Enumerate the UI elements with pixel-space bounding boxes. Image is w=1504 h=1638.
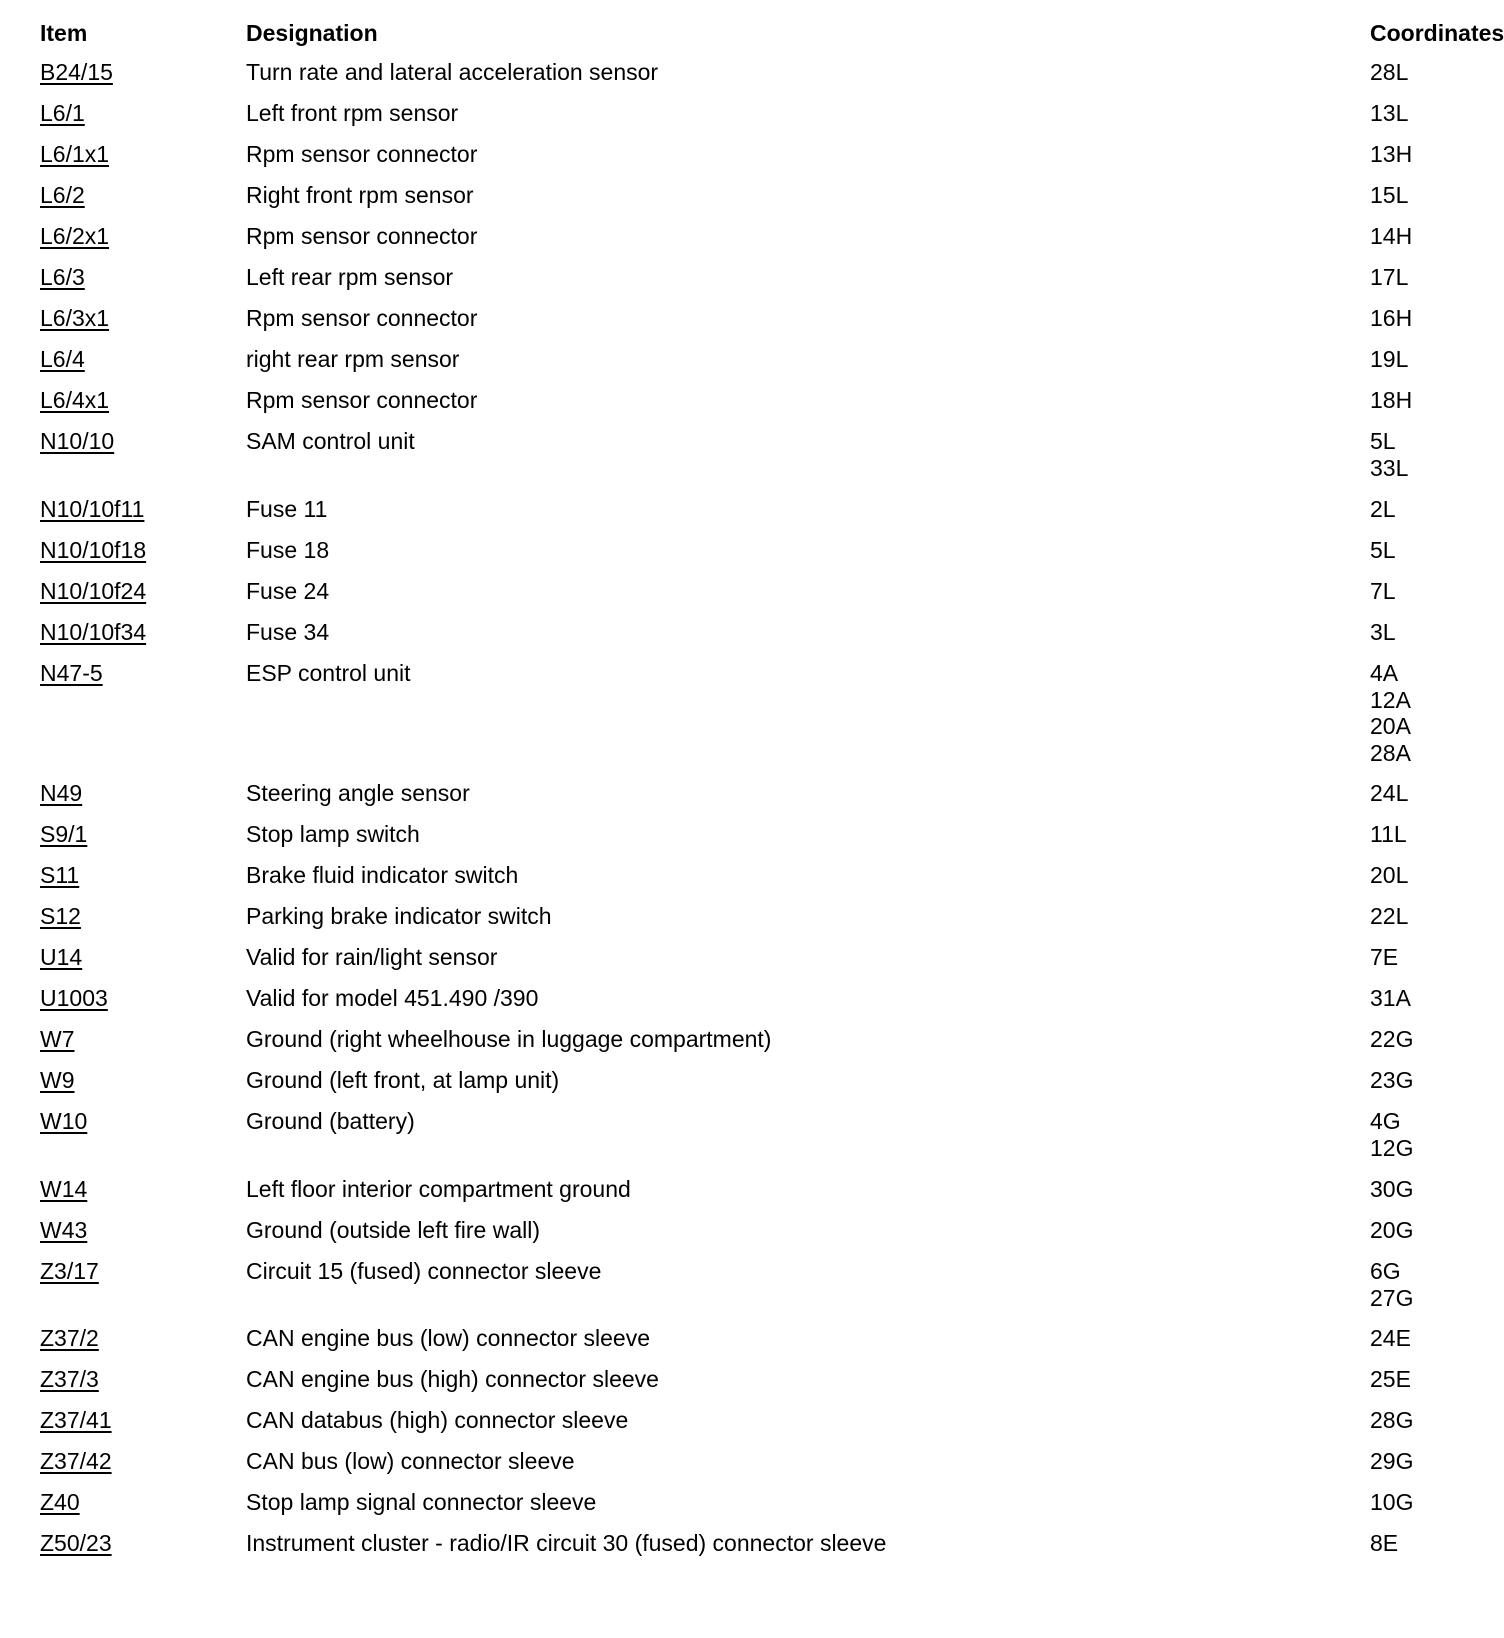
item-link[interactable]: S12	[40, 903, 81, 929]
table-row	[0, 943, 1504, 984]
table-row	[0, 1488, 1504, 1529]
coordinate-value: 28L	[1370, 59, 1409, 85]
coordinates-cell	[1370, 345, 1408, 373]
header-designation: Designation	[246, 20, 378, 46]
item-link[interactable]: L6/3	[40, 264, 85, 290]
coordinate-value: 22G	[1370, 1026, 1414, 1052]
coordinate-value: 5L	[1370, 536, 1396, 563]
table-row	[0, 1406, 1504, 1447]
table-row	[0, 345, 1504, 386]
coordinate-value: 13L	[1370, 100, 1409, 126]
designation-text: Left front rpm sensor	[246, 100, 459, 126]
coordinates-cell	[1370, 1175, 1413, 1203]
table-row	[0, 1175, 1504, 1216]
coordinate-value: 14H	[1370, 223, 1413, 249]
coordinate-value: 15L	[1370, 182, 1409, 208]
designation-text: Left floor interior compartment ground	[246, 1175, 631, 1202]
coordinates-cell	[1370, 618, 1396, 646]
item-link[interactable]: B24/15	[40, 59, 113, 85]
item-link[interactable]: W9	[40, 1067, 75, 1093]
table-row	[0, 58, 1504, 99]
table-row	[0, 820, 1504, 861]
item-link[interactable]: L6/4x1	[40, 387, 110, 413]
table-row	[0, 1529, 1504, 1570]
coordinates-cell	[1370, 1447, 1413, 1475]
coordinates-cell	[1370, 943, 1398, 971]
item-link[interactable]: N49	[40, 780, 83, 806]
table-row	[0, 427, 1504, 495]
item-link[interactable]: W43	[40, 1216, 88, 1243]
item-link[interactable]: Z37/42	[40, 1448, 112, 1474]
item-link[interactable]: S11	[40, 862, 80, 888]
coordinate-value: 23G	[1370, 1067, 1414, 1093]
coordinate-value: 28G	[1370, 1407, 1414, 1433]
coordinate-value: 12A	[1370, 686, 1411, 713]
item-link[interactable]: U1003	[40, 985, 108, 1011]
designation-text: right rear rpm sensor	[246, 346, 460, 372]
coordinates-cell	[1370, 386, 1412, 414]
item-link[interactable]: N10/10f24	[40, 577, 147, 604]
coordinate-value: 30G	[1370, 1175, 1414, 1202]
table-row	[0, 1324, 1504, 1365]
coordinate-value: 20G	[1370, 1216, 1414, 1243]
table-row	[0, 1257, 1504, 1325]
designation-text: Ground (left front, at lamp unit)	[246, 1067, 560, 1093]
item-link[interactable]: S9/1	[40, 821, 88, 847]
item-link[interactable]: N10/10f34	[40, 618, 147, 645]
coordinates-cell	[1370, 659, 1411, 767]
table-row	[0, 1365, 1504, 1406]
coordinates-cell	[1370, 263, 1408, 291]
designation-text: Rpm sensor connector	[246, 387, 478, 413]
designation-text: Fuse 34	[246, 618, 330, 645]
designation-text: Rpm sensor connector	[246, 141, 478, 167]
designation-text: CAN engine bus (low) connector sleeve	[246, 1325, 650, 1351]
item-link[interactable]: L6/1x1	[40, 141, 110, 167]
table-row	[0, 140, 1504, 181]
coordinate-value: 25E	[1370, 1366, 1411, 1392]
coordinates-cell	[1370, 427, 1408, 482]
coordinate-value: 8E	[1370, 1530, 1399, 1556]
coordinate-value: 29G	[1370, 1448, 1414, 1474]
item-link[interactable]: N10/10f18	[40, 536, 147, 563]
coordinates-cell	[1370, 779, 1408, 807]
coordinate-value: 4A	[1370, 659, 1399, 686]
designation-text: Ground (outside left fire wall)	[246, 1216, 541, 1243]
table-row	[0, 618, 1504, 659]
coordinate-value: 27G	[1370, 1284, 1414, 1311]
designation-text: Parking brake indicator switch	[246, 903, 552, 929]
table-row	[0, 779, 1504, 820]
coordinates-cell	[1370, 222, 1412, 250]
table-row	[0, 1447, 1504, 1488]
table-row	[0, 659, 1504, 780]
coordinates-cell	[1370, 495, 1396, 523]
coordinates-cell	[1370, 984, 1411, 1012]
coordinates-cell	[1370, 1324, 1411, 1352]
item-link[interactable]: N10/10	[40, 428, 115, 454]
coordinate-value: 3L	[1370, 618, 1396, 645]
coordinate-value: 17L	[1370, 264, 1409, 290]
table-row	[0, 1025, 1504, 1066]
coordinates-cell	[1370, 1488, 1413, 1516]
item-link[interactable]: N47-5	[40, 659, 103, 686]
coordinates-cell	[1370, 1529, 1398, 1557]
item-link[interactable]: L6/2x1	[40, 223, 110, 249]
coordinates-cell	[1370, 99, 1408, 127]
coordinate-value: 7L	[1370, 577, 1396, 604]
coordinate-value: 4G	[1370, 1108, 1401, 1134]
coordinate-value: 19L	[1370, 346, 1409, 372]
coordinates-cell	[1370, 902, 1408, 930]
coordinates-cell	[1370, 1066, 1413, 1094]
item-link[interactable]: Z37/2	[40, 1325, 99, 1351]
coordinates-cell	[1370, 820, 1407, 848]
item-link[interactable]: L6/1	[40, 100, 85, 126]
table-row	[0, 222, 1504, 263]
designation-text: CAN engine bus (high) connector sleeve	[246, 1366, 659, 1392]
table-row	[0, 99, 1504, 140]
coordinate-value: 7E	[1370, 944, 1399, 970]
coordinate-value: 24E	[1370, 1325, 1411, 1351]
designation-text: Brake fluid indicator switch	[246, 862, 519, 888]
item-link[interactable]: Z37/41	[40, 1407, 112, 1433]
coordinate-value: 5L	[1370, 428, 1396, 454]
designation-text: Valid for model 451.490 /390	[246, 985, 539, 1011]
item-link[interactable]: W7	[40, 1026, 75, 1052]
item-link[interactable]: Z37/3	[40, 1366, 99, 1392]
designation-text: Valid for rain/light sensor	[246, 944, 498, 970]
header-item: Item	[40, 20, 88, 46]
table-row	[0, 181, 1504, 222]
coordinates-cell	[1370, 861, 1408, 889]
item-link[interactable]: Z40	[40, 1489, 80, 1515]
designation-text: CAN bus (low) connector sleeve	[246, 1448, 575, 1474]
table-row	[0, 495, 1504, 536]
table-row	[0, 1066, 1504, 1107]
designation-text: Stop lamp switch	[246, 821, 420, 847]
coordinate-value: 13H	[1370, 141, 1413, 167]
coordinate-value: 20L	[1370, 862, 1409, 888]
table-row	[0, 577, 1504, 618]
coordinate-value: 2L	[1370, 495, 1396, 522]
designation-text: Instrument cluster - radio/IR circuit 30 (fused) connector sleeve	[246, 1530, 887, 1556]
coordinate-value: 24L	[1370, 780, 1409, 806]
table-row	[0, 386, 1504, 427]
designation-text: Fuse 18	[246, 536, 330, 563]
coordinates-cell	[1370, 1107, 1413, 1162]
coordinates-cell	[1370, 577, 1396, 605]
designation-text: Fuse 11	[246, 495, 328, 522]
coordinate-value: 16H	[1370, 305, 1413, 331]
coordinates-cell	[1370, 304, 1412, 332]
coordinate-value: 22L	[1370, 903, 1409, 929]
designation-text: Right front rpm sensor	[246, 182, 474, 208]
coordinate-value: 33L	[1370, 455, 1409, 481]
designation-text: Fuse 24	[246, 577, 330, 604]
coordinates-cell	[1370, 536, 1396, 564]
designation-text: CAN databus (high) connector sleeve	[246, 1407, 629, 1433]
table-row	[0, 536, 1504, 577]
coordinates-cell	[1370, 1025, 1413, 1053]
designation-text: SAM control unit	[246, 428, 415, 454]
coordinates-cell	[1370, 140, 1412, 168]
table-row	[0, 861, 1504, 902]
designation-text: Left rear rpm sensor	[246, 264, 454, 290]
designation-text: Circuit 15 (fused) connector sleeve	[246, 1257, 602, 1284]
table-row	[0, 263, 1504, 304]
table-row	[0, 1216, 1504, 1257]
coordinate-value: 20A	[1370, 713, 1411, 739]
coordinate-value: 28A	[1370, 739, 1411, 766]
designation-text: Stop lamp signal connector sleeve	[246, 1489, 597, 1515]
item-link[interactable]: L6/4	[40, 346, 85, 372]
designation-text: Rpm sensor connector	[246, 223, 478, 249]
item-link[interactable]: W14	[40, 1175, 88, 1202]
item-link[interactable]: Z3/17	[40, 1257, 99, 1284]
item-link[interactable]: L6/3x1	[40, 305, 110, 331]
coordinate-value: 10G	[1370, 1489, 1414, 1515]
table-row	[0, 984, 1504, 1025]
component-table-body	[0, 58, 1504, 1570]
item-link[interactable]: Z50/23	[40, 1530, 112, 1556]
table-row	[0, 1107, 1504, 1175]
designation-text: Steering angle sensor	[246, 780, 470, 806]
coordinates-cell	[1370, 1365, 1411, 1393]
coordinates-cell	[1370, 1257, 1413, 1312]
designation-text: ESP control unit	[246, 659, 411, 686]
coordinate-value: 6G	[1370, 1257, 1401, 1284]
coordinate-value: 31A	[1370, 985, 1411, 1011]
coordinates-cell	[1370, 181, 1408, 209]
table-row	[0, 304, 1504, 345]
item-link[interactable]: N10/10f11	[40, 495, 145, 522]
designation-text: Ground (right wheelhouse in luggage compartment)	[246, 1026, 772, 1052]
coordinate-value: 11L	[1370, 821, 1407, 847]
coordinates-cell	[1370, 1216, 1413, 1244]
item-link[interactable]: L6/2	[40, 182, 85, 208]
item-link[interactable]: U14	[40, 944, 83, 970]
designation-text: Ground (battery)	[246, 1108, 415, 1134]
coordinate-value: 12G	[1370, 1135, 1414, 1161]
coordinates-cell	[1370, 58, 1408, 86]
coordinates-cell	[1370, 1406, 1413, 1434]
designation-text: Turn rate and lateral acceleration sensor	[246, 59, 659, 85]
table-header	[0, 16, 1504, 50]
table-row	[0, 902, 1504, 943]
coordinate-value: 18H	[1370, 387, 1413, 413]
item-link[interactable]: W10	[40, 1108, 88, 1134]
header-coordinates: Coordinates	[1370, 20, 1504, 46]
designation-text: Rpm sensor connector	[246, 305, 478, 331]
